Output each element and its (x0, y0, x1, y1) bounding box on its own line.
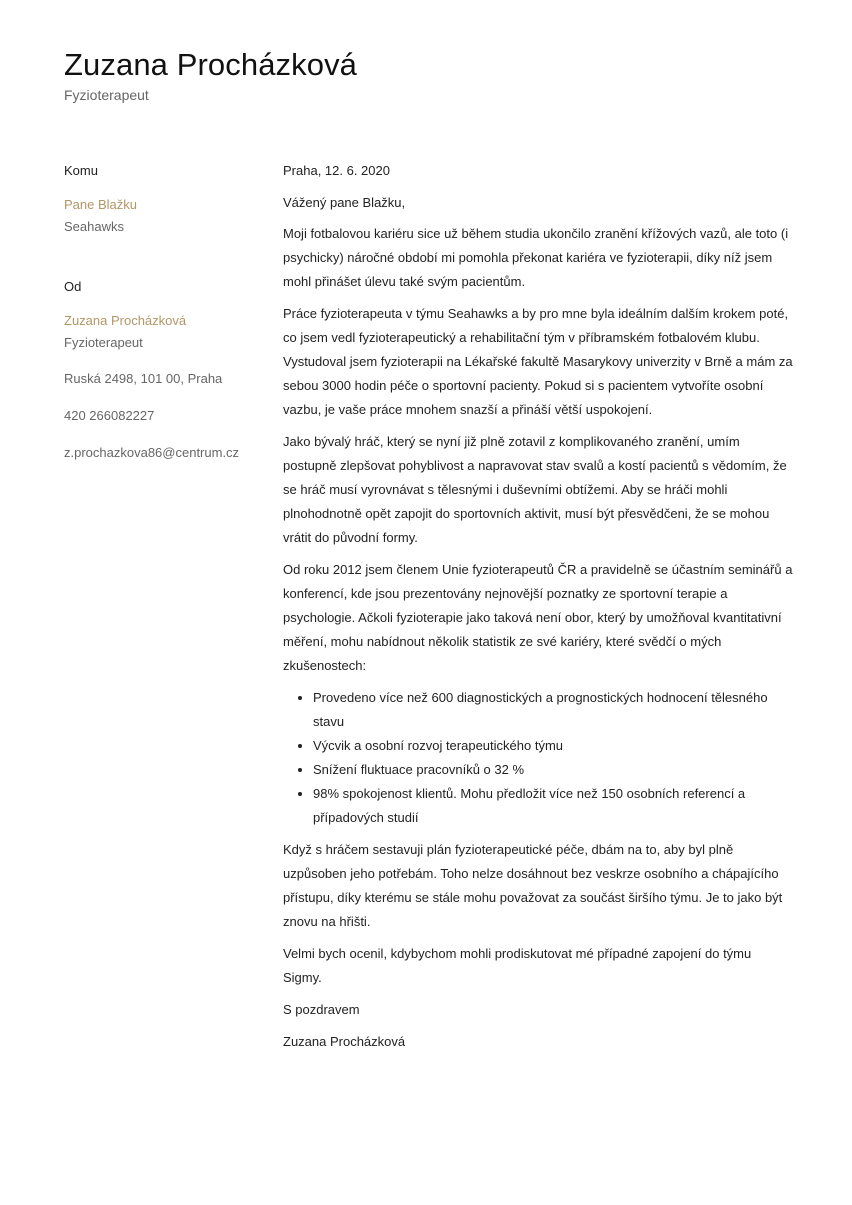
letter-salutation: Vážený pane Blažku, (283, 195, 406, 210)
letter-date: Praha, 12. 6. 2020 (283, 163, 390, 178)
letter-paragraph: Moji fotbalovou kariéru sice už během studia ukončilo zranění křížových vazů, ale toto (i psychicky) náročné období mi pomohla překonat kariéra ve fyzioterapii, díky níž jsem mohl přinášet úlevu také svým pacientům. (283, 226, 789, 289)
recipient-company: Seahawks (64, 219, 124, 234)
recipient-label: Komu (64, 163, 98, 178)
contact-sidebar (64, 162, 264, 462)
recipient-name: Pane Blažku (64, 197, 137, 212)
achievements-list (283, 686, 793, 830)
letter-paragraph: Jako bývalý hráč, který se nyní již plně zotavil z komplikovaného zranění, umím postupně zlepšovat pohyblivost a napravovat stav svalů a kostí pacientů s vědomím, že se hráč musí vyrovnávat s tělesnými i duševními obtížemi. Aby se hráči mohli plnohodnotně opět zapojit do sportovních aktivit, musí být přesvědčeni, že se mohou vrátit do původní formy. (283, 434, 787, 545)
sender-address: Ruská 2498, 101 00, Praha (64, 371, 223, 386)
letter-signature: Zuzana Procházková (283, 1034, 406, 1049)
letter-paragraph: Velmi bych ocenil, kdybychom mohli prodiskutovat mé případné zapojení do týmu Sigmy. (283, 946, 752, 985)
sender-title: Fyzioterapeut (64, 335, 143, 350)
list-item: • 98% spokojenost klientů. Mohu předložit více než 150 osobních referencí a případových studií (313, 782, 793, 830)
sender-name-heading: Zuzana Procházková (64, 47, 358, 82)
list-item: • Provedeno více než 600 diagnostických a prognostických hodnocení tělesného stavu (313, 686, 793, 734)
sender-job-title: Fyzioterapeut (64, 87, 149, 103)
letter-body (283, 162, 793, 1062)
letter-paragraph: Když s hráčem sestavuji plán fyzioterapeutické péče, dbám na to, aby byl plně uzpůsoben jeho potřebám. Toho nelze dosáhnout bez veskrze osobního a chápajícího přístupu, díky kterému se stále mohu považovat za součást širšího týmu. Je to jako být znovu na hřišti. (283, 842, 783, 929)
sender-phone: 420 266082227 (64, 408, 155, 423)
letter-paragraph: Od roku 2012 jsem členem Unie fyzioterapeutů ČR a pravidelně se účastním seminářů a konferencí, kde jsou prezentovány nejnovější poznatky ze sportovní terapie a psychologie. Ačkoli fyzioterapie jako taková není obor, který by umožňoval kvantitativní měření, mohu nabídnout několik statistik ze své kariéry, které svědčí o mých zkušenostech: (283, 562, 793, 673)
sender-email: z.prochazkova86@centrum.cz (64, 445, 240, 460)
sender-name: Zuzana Procházková (64, 313, 187, 328)
letter-signoff: S pozdravem (283, 1002, 360, 1017)
sender-label: Od (64, 279, 82, 294)
list-item: • Výcvik a osobní rozvoj terapeutického týmu (313, 734, 793, 758)
list-item: • Snížení fluktuace pracovníků o 32 % (313, 758, 793, 782)
letter-header (64, 44, 357, 104)
letter-paragraph: Práce fyzioterapeuta v týmu Seahawks a by pro mne byla ideálním dalším krokem poté, co jsem vedl fyzioterapeutický a rehabilitační tým v příbramském fotbalovém klubu. Vystudoval jsem fyzioterapii na Lékařské fakultě Masarykovy univerzity v Brně a mám za sebou 3000 hodin péče o sportovní pacienty. Pokud si s pacientem vytvoříte osobní vazbu, je vaše práce mnohem snazší a přináší větší uspokojení. (283, 306, 793, 417)
